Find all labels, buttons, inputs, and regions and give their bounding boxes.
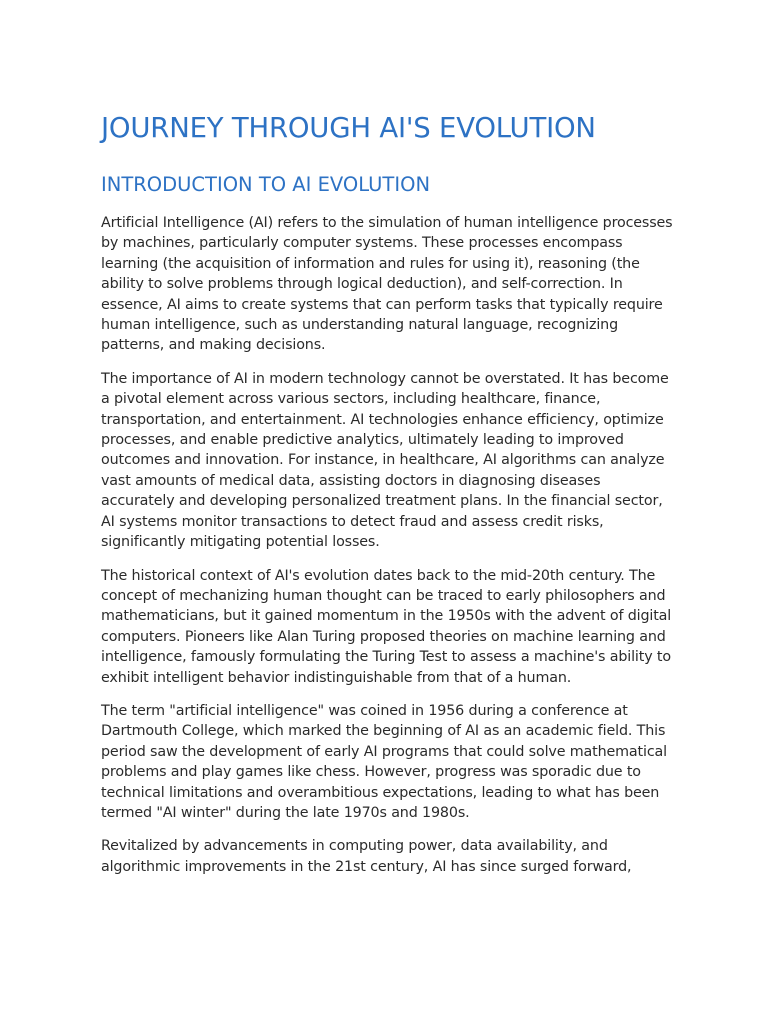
document-title: JOURNEY THROUGH AI'S EVOLUTION (101, 112, 596, 144)
paragraph-importance: The importance of AI in modern technology cannot be overstated. It has become a pivotal element across various sectors, including healthcare, finance, transportation, and entertainment. AI technologies enhance efficiency, optimize processes, and enable predictive analytics, ultimately leading to improved outcomes and innovation. For instance, in healthcare, AI algorithms can analyze vast amounts of medical data, assisting doctors in diagnosing diseases accurately and developing personalized treatment plans. In the financial sector, AI systems monitor transactions to detect fraud and assess credit risks, significantly mitigating potential losses. (101, 370, 669, 551)
document-content (101, 108, 673, 877)
paragraph-revitalization: Revitalized by advancements in computing power, data availability, and algorithmic improvements in the 21st century, AI has since surged forward, (101, 838, 632, 875)
paragraph-dartmouth: The term "artificial intelligence" was coined in 1956 during a conference at Dartmouth College, which marked the beginning of AI as an academic field. This period saw the development of early AI programs that could solve mathematical problems and play games like chess. However, progress was sporadic due to technical limitations and overambitious expectations, leading to what has been termed "AI winter" during the late 1970s and 1980s. (101, 702, 667, 821)
paragraph-history: The historical context of AI's evolution dates back to the mid-20th century. The concept of mechanizing human thought can be traced to early philosophers and mathematicians, but it gained momentum in the 1950s with the advent of digital computers. Pioneers like Alan Turing proposed theories on machine learning and intelligence, famously formulating the Turing Test to assess a machine's ability to exhibit intelligent behavior indistinguishable from that of a human. (101, 567, 672, 686)
paragraph-definition: Artificial Intelligence (AI) refers to the simulation of human intelligence processes by machines, particularly computer systems. These processes encompass learning (the acquisition of information and rules for using it), reasoning (the ability to solve problems through logical deduction), and self-correction. In essence, AI aims to create systems that can perform tasks that typically require human intelligence, such as understanding natural language, recognizing patterns, and making decisions. (101, 215, 673, 354)
section-heading: INTRODUCTION TO AI EVOLUTION (101, 173, 431, 196)
